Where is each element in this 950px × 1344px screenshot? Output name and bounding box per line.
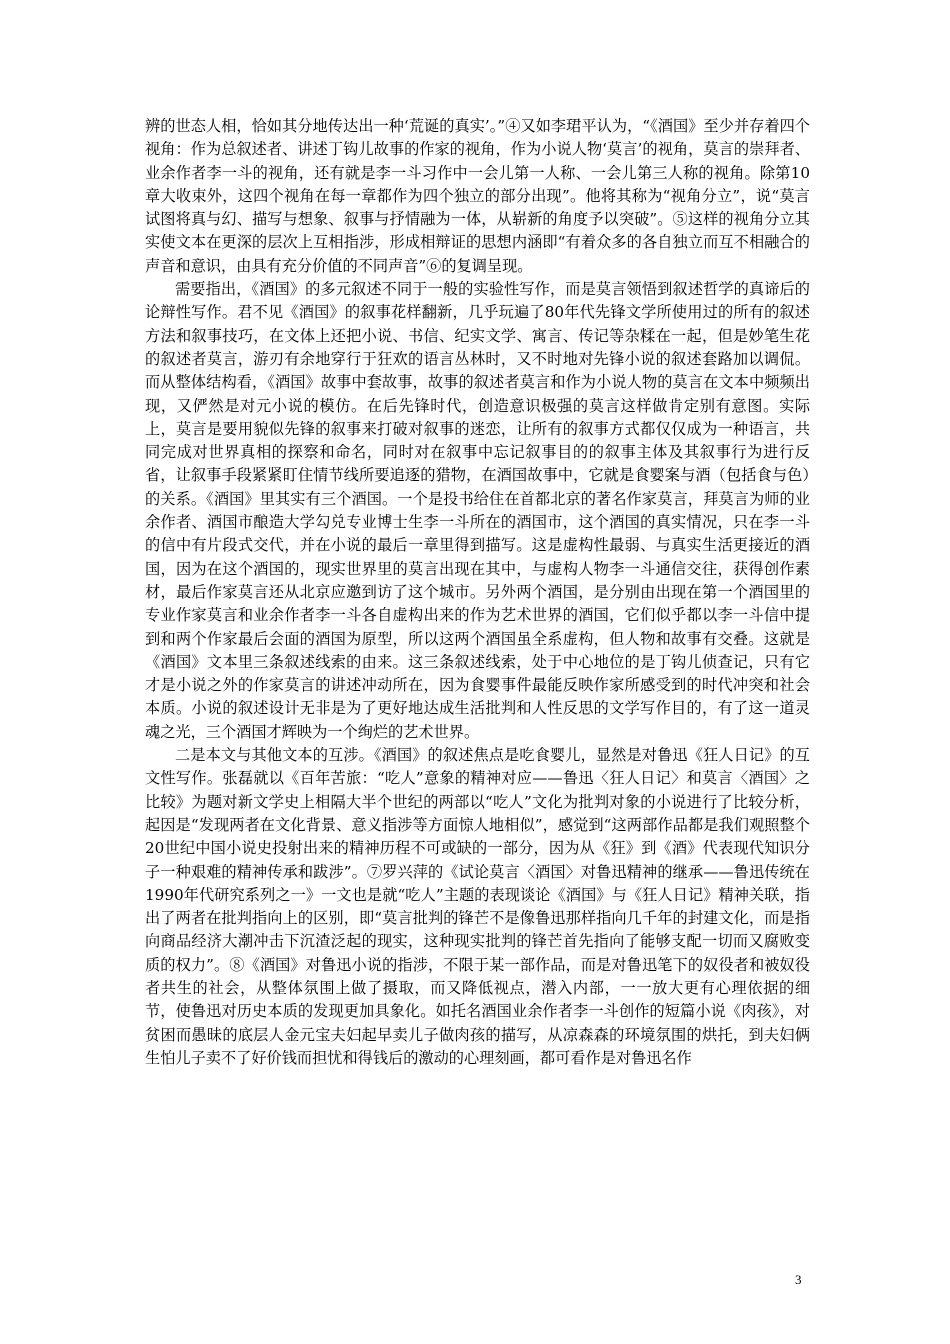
page-number: 3 (795, 1272, 802, 1287)
paragraph-3: 二是本文与其他文本的互涉。《酒国》的叙述焦点是吃食婴儿，显然是对鲁迅《狂人日记》的互文性写作。张磊就以《百年苦旅：“吃人”意象的精神对应——鲁迅〈狂人日记〉和莫言〈酒国〉之比较》为题对新文学史上相隔大半个世纪的两部以“吃人”文化为批判对象的小说进行了比较分析，起因是“发现两者在文化背景、意义指涉等方面惊人地相似”，感觉到“这两部作品都是我们观照整个20世纪中国小说史投射出来的精神历程不可或缺的一部分，因为从《狂》到《酒》代表现代知识分子一种艰难的精神传承和跋涉”。⑦罗兴萍的《试论莫言〈酒国〉对鲁迅精神的继承——鲁迅传统在1990年代研究系列之一》一文也是就“吃人”主题的表现谈论《酒国》与《狂人日记》精神关联，指出了两者在批判指向上的区别，即“莫言批判的锋芒不是像鲁迅那样指向几千年的封建文化，而是指向商品经济大潮冲击下沉渣泛起的现实，这种现实批判的锋芒首先指向了能够支配一切而又腐败变质的权力”。⑧《酒国》对鲁迅小说的指涉，不限于某一部作品，而是对鲁迅笔下的奴役者和被奴役者共生的社会，从整体氛围上做了摄取，而又降低视点，潜入内部，一一放大更有心理依据的细节，使鲁迅对历史本质的发现更加具象化。如托名酒国业余作者李一斗创作的短篇小说《肉孩》，对贫困而愚昧的底层人金元宝夫妇起早卖儿子做肉孩的描写，从凉森森的环境氛围的烘托，到夫妇俩生怕儿子卖不了好价钱而担忧和得钱后的激动的心理刻画，都可看作是对鲁迅名作 (145, 746, 810, 1067)
paragraph-1: 辨的世态人相，恰如其分地传达出一种‘荒诞的真实’。”④又如李珺平认为，“《酒国》至少并存着四个视角：作为总叙述者、讲述丁钩儿故事的作家的视角，作为小说人物‘莫言’的视角，莫言的崇拜者、业余作者李一斗的视角，还有就是李一斗习作中一会儿第一人称、一会儿第三人称的视角。除第10章大收束外，这四个视角在每一章都作为四个独立的部分出现”。他将其称为“视角分立”，说“莫言试图将真与幻、描写与想象、叙事与抒情融为一体，从崭新的角度予以突破”。⑤这样的视角分立其实使文本在更深的层次上互相指涉，形成相辩证的思想内涵即“有着众多的各自独立而互不相融合的声音和意识，由具有充分价值的不同声音”⑥的复调呈现。 (145, 117, 810, 275)
paragraph-2: 需要指出，《酒国》的多元叙述不同于一般的实验性写作，而是莫言领悟到叙述哲学的真谛后的论辩性写作。君不见《酒国》的叙事花样翻新，几乎玩遍了80年代先锋文学所使用过的所有的叙述方法和叙事技巧，在文体上还把小说、书信、纪实文学、寓言、传记等杂糅在一起，但是妙笔生花的叙述者莫言，游刃有余地穿行于狂欢的语言丛林时，又不时地对先锋小说的叙述套路加以调侃。而从整体结构看，《酒国》故事中套故事，故事的叙述者莫言和作为小说人物的莫言在文本中频频出现，又俨然是对元小说的模仿。在后先锋时代，创造意识极强的莫言这样做肯定别有意图。实际上，莫言是要用貌似先锋的叙事来打破对叙事的迷恋，让所有的叙事方式都仅仅成为一种语言，共同完成对世界真相的探察和命名，同时对在叙事中忘记叙事目的的叙事主体及其叙事行为进行反省，让叙事手段紧紧盯住情节线所要追逐的猎物，在酒国故事中，它就是食婴案与酒（包括食与色）的关系。《酒国》里其实有三个酒国。一个是投书给住在首都北京的著名作家莫言，拜莫言为师的业余作者、酒国市酿造大学勾兑专业博士生李一斗所在的酒国市，这个酒国的真实情况，只在李一斗的信中有片段式交代，并在小说的最后一章里得到描写。这是虚构性最弱、与真实生活更接近的酒国，因为在这个酒国的，现实世界里的莫言出现在其中，与虚构人物李一斗通信交往，获得创作素材，最后作家莫言还从北京应邀到访了这个城市。另外两个酒国，是分别由出现在第一个酒国里的专业作家莫言和业余作者李一斗各自虚构出来的作为艺术世界的酒国，它们似乎都以李一斗信中提到和两个作家最后会面的酒国为原型，所以这两个酒国虽全系虚构，但人物和故事有交叠。这就是《酒国》文本里三条叙述线索的由来。这三条叙述线索，处于中心地位的是丁钩儿侦查记，只有它才是小说之外的作家莫言的讲述冲动所在，因为食婴事件最能反映作家所感受到的时代冲突和社会本质。小说的叙述设计无非是为了更好地达成生活批判和人性反思的文学写作目的，有了这一道灵魂之光，三个酒国才辉映为一个绚烂的艺术世界。 (145, 280, 810, 741)
page-body (145, 115, 810, 1070)
